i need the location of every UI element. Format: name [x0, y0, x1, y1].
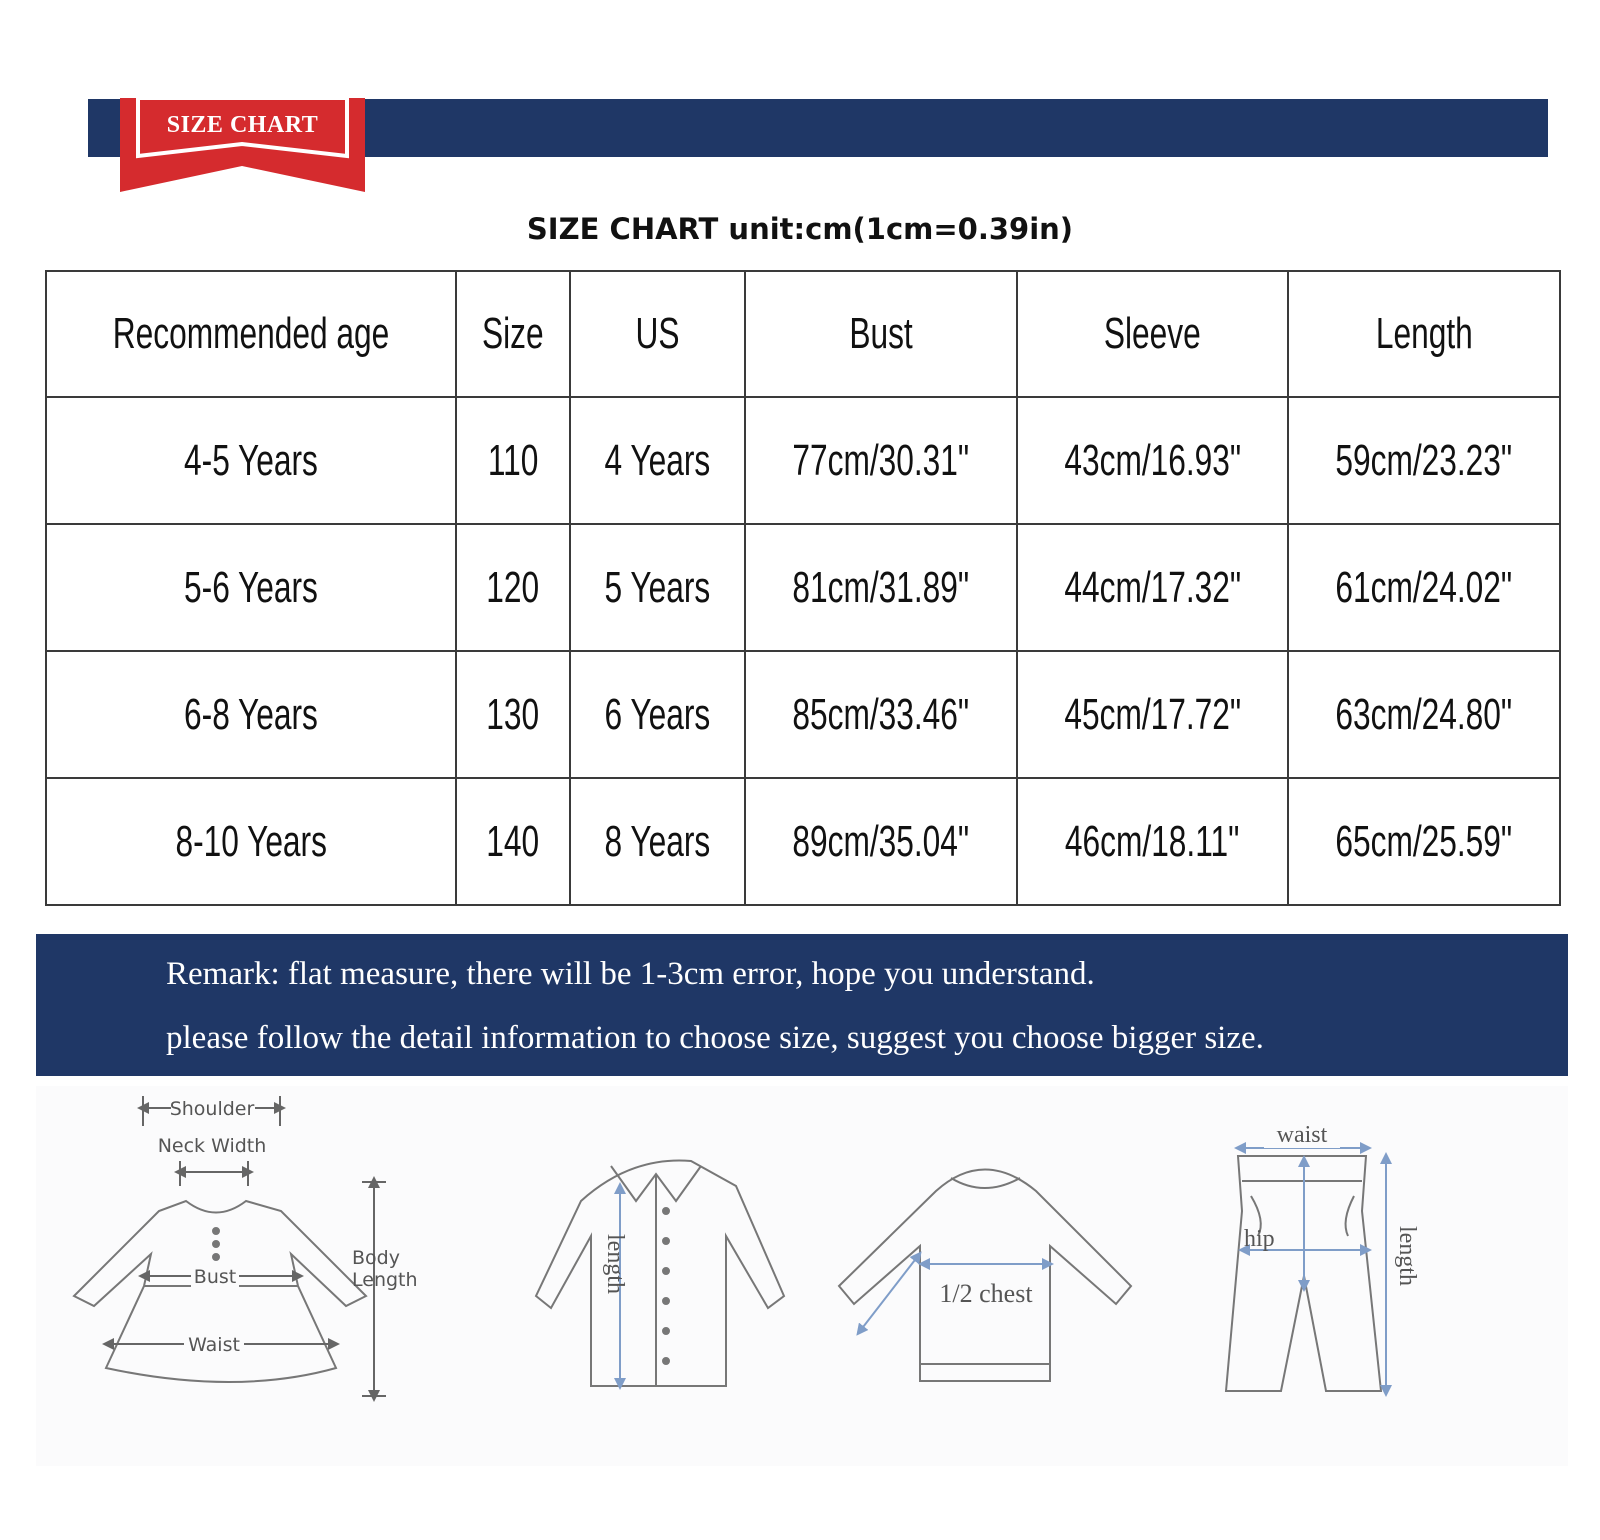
table-cell: 85cm/33.46"	[745, 651, 1017, 778]
table-cell: 45cm/17.72"	[1017, 651, 1288, 778]
size-table	[45, 270, 1561, 906]
table-cell: 46cm/18.11"	[1017, 778, 1288, 905]
shirt-length-label: length	[602, 1234, 628, 1294]
size-chart-ribbon	[120, 98, 365, 194]
header-cell: Length	[1288, 271, 1560, 397]
table-cell: 89cm/35.04"	[745, 778, 1017, 905]
header-cell: Sleeve	[1017, 271, 1288, 397]
chart-caption: SIZE CHART unit:cm(1cm=0.39in)	[526, 212, 1074, 246]
dress-bust-label: Bust	[193, 1266, 237, 1288]
sweater-diagram	[839, 1170, 1131, 1382]
table-cell: 120	[456, 524, 570, 651]
table-cell: 63cm/24.80"	[1288, 651, 1560, 778]
table-cell: 77cm/30.31"	[745, 397, 1017, 524]
header-cell: Recommended age	[46, 271, 456, 397]
shirt-diagram	[536, 1161, 784, 1387]
table-cell: 140	[456, 778, 570, 905]
sweater-chest-label: 1/2 chest	[939, 1279, 1033, 1308]
pants-length-label: length	[1394, 1226, 1420, 1286]
header-cell: Bust	[745, 271, 1017, 397]
pants-hip-label: hip	[1244, 1226, 1275, 1252]
table-cell: 81cm/31.89"	[745, 524, 1017, 651]
ribbon-label: SIZE CHART	[166, 112, 319, 138]
dress-neck-width-label: Neck Width	[157, 1135, 267, 1157]
header-cell: Size	[456, 271, 570, 397]
dress-length-label: Length	[352, 1269, 418, 1291]
table-header-row	[46, 271, 1560, 397]
table-cell: 61cm/24.02"	[1288, 524, 1560, 651]
table-cell: 6-8 Years	[46, 651, 456, 778]
table-cell: 44cm/17.32"	[1017, 524, 1288, 651]
table-cell: 8-10 Years	[46, 778, 456, 905]
table-cell: 43cm/16.93"	[1017, 397, 1288, 524]
table-cell: 5 Years	[570, 524, 745, 651]
dress-waist-label: Waist	[188, 1334, 240, 1356]
header-cell: US	[570, 271, 745, 397]
table-row	[46, 651, 1560, 778]
measurement-diagrams	[36, 1086, 1568, 1466]
table-cell: 4 Years	[570, 397, 745, 524]
table-cell: 65cm/25.59"	[1288, 778, 1560, 905]
table-cell: 8 Years	[570, 778, 745, 905]
pants-diagram	[1226, 1148, 1386, 1391]
table-cell: 130	[456, 651, 570, 778]
table-cell: 59cm/23.23"	[1288, 397, 1560, 524]
remark-line-1: Remark: flat measure, there will be 1-3cm error, hope you understand.	[166, 956, 1095, 992]
table-cell: 110	[456, 397, 570, 524]
remark-line-2: please follow the detail information to choose size, suggest you choose bigger size.	[166, 1020, 1264, 1056]
table-row	[46, 524, 1560, 651]
table-cell: 6 Years	[570, 651, 745, 778]
pants-waist-label: waist	[1276, 1122, 1328, 1148]
table-row	[46, 397, 1560, 524]
dress-shoulder-label: Shoulder	[169, 1098, 255, 1120]
table-cell: 4-5 Years	[46, 397, 456, 524]
dress-body-label: Body	[352, 1247, 400, 1269]
table-cell: 5-6 Years	[46, 524, 456, 651]
remark-banner	[36, 934, 1568, 1076]
table-row	[46, 778, 1560, 905]
